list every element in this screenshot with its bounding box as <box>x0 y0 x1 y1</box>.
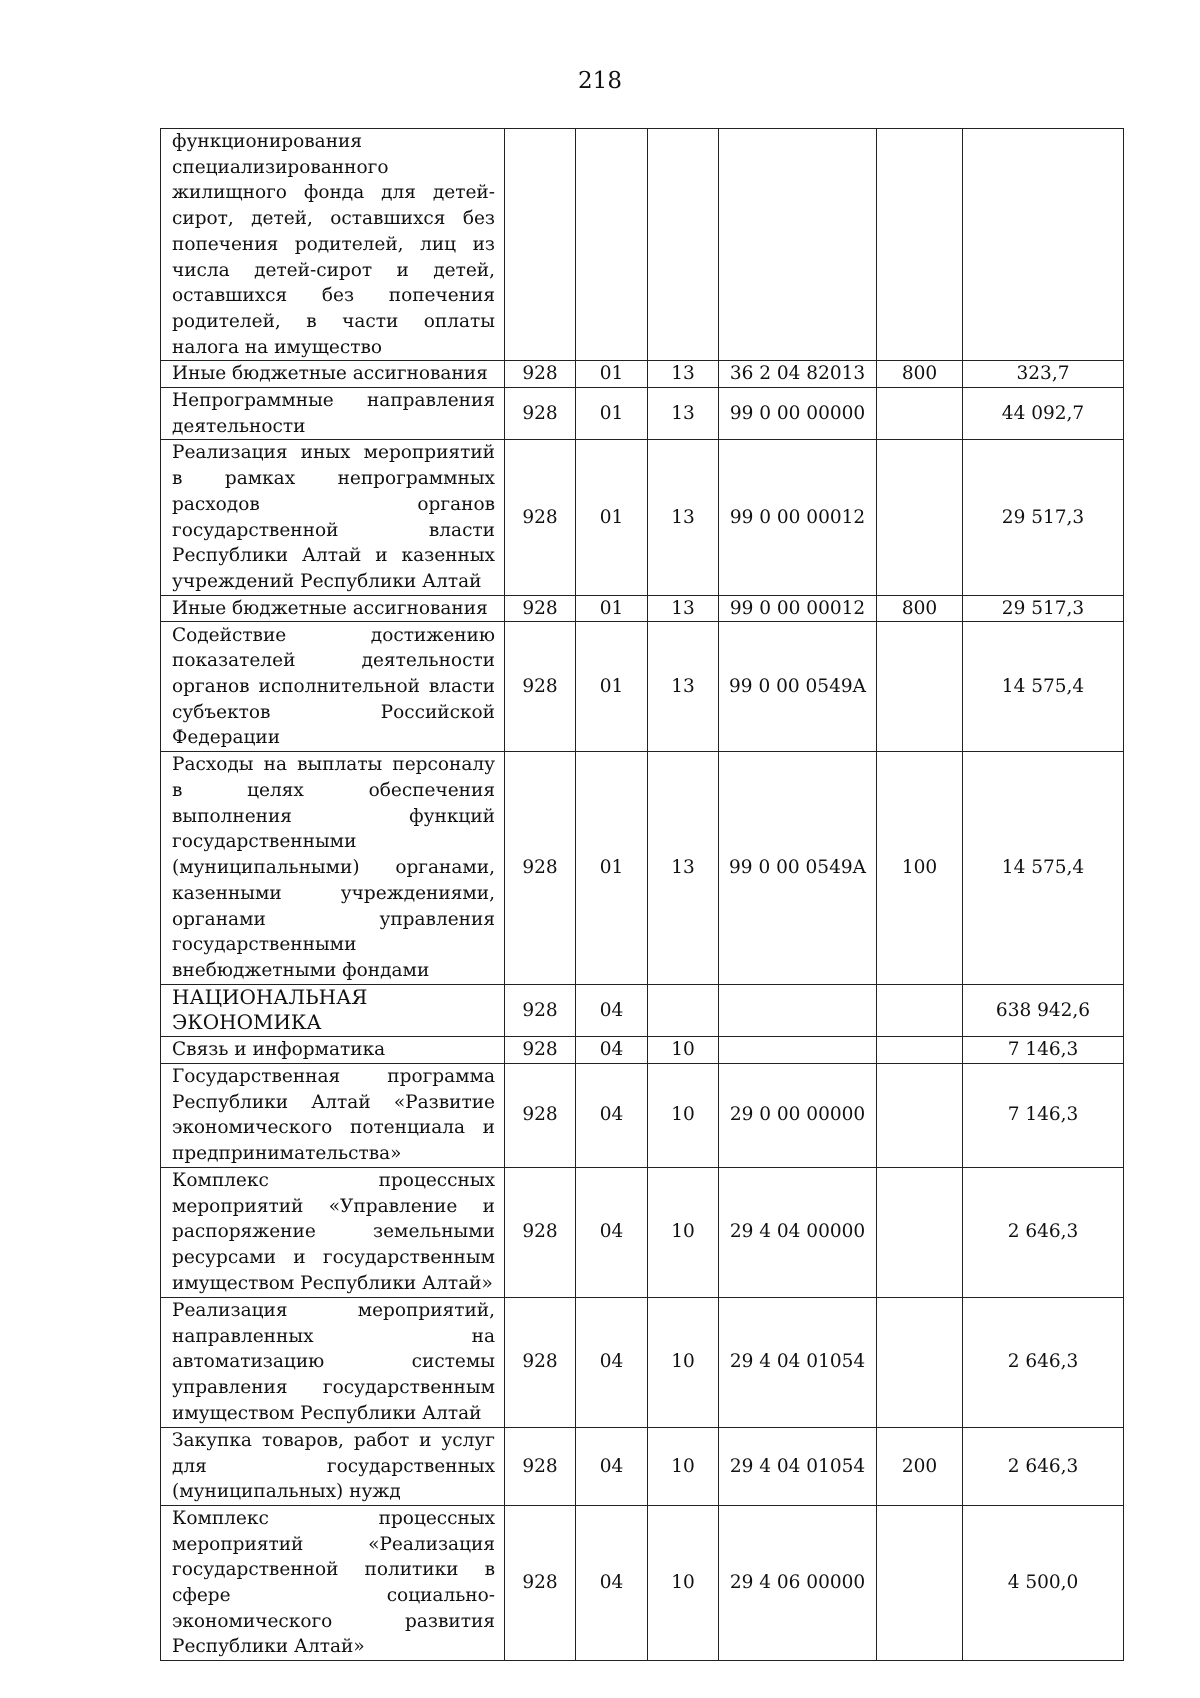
amount: 7 146,3 <box>963 1063 1124 1167</box>
subsection-code: 13 <box>648 752 719 984</box>
ved-code: 928 <box>505 1037 576 1064</box>
subsection-code: 13 <box>648 622 719 752</box>
table-row <box>161 984 1124 1036</box>
row-name: Иные бюджетные ассигнования <box>161 361 505 388</box>
row-name: Расходы на выплаты персоналу в целях обеспечения выполнения функций государственными (муниципальными) органами, казенными учреждениями, органами управления государственными внебюджетными фондами <box>161 752 505 984</box>
target-article-code: 99 0 00 00012 <box>719 440 877 595</box>
table-row <box>161 1505 1124 1660</box>
row-name: Реализация мероприятий, направленных на автоматизацию системы управления государственным имуществом Республики Алтай <box>161 1297 505 1427</box>
target-article-code: 29 4 06 00000 <box>719 1505 877 1660</box>
row-name: Иные бюджетные ассигнования <box>161 595 505 622</box>
target-article-code: 29 4 04 00000 <box>719 1167 877 1297</box>
subsection-code: 10 <box>648 1427 719 1505</box>
amount: 44 092,7 <box>963 388 1124 440</box>
amount: 14 575,4 <box>963 752 1124 984</box>
expense-type-code: 800 <box>877 595 963 622</box>
ved-code: 928 <box>505 1427 576 1505</box>
target-article-code <box>719 1037 877 1064</box>
row-name: Закупка товаров, работ и услуг для государственных (муниципальных) нужд <box>161 1427 505 1505</box>
section-code: 01 <box>576 595 648 622</box>
row-name: Комплекс процессных мероприятий «Управление и распоряжение земельными ресурсами и государственным имуществом Республики Алтай» <box>161 1167 505 1297</box>
expense-type-code <box>877 440 963 595</box>
target-article-code <box>719 129 877 361</box>
amount: 2 646,3 <box>963 1427 1124 1505</box>
ved-code: 928 <box>505 361 576 388</box>
row-name: функционирования специализированного жилищного фонда для детей-сирот, детей, оставшихся без попечения родителей, лиц из числа детей-сирот и детей, оставшихся без попечения родителей, в части оплаты налога на имущество <box>161 129 505 361</box>
expense-type-code <box>877 1297 963 1427</box>
section-code <box>576 129 648 361</box>
ved-code: 928 <box>505 984 576 1036</box>
expense-type-code <box>877 1505 963 1660</box>
table-row <box>161 1063 1124 1167</box>
table-row <box>161 752 1124 984</box>
row-name: Связь и информатика <box>161 1037 505 1064</box>
ved-code: 928 <box>505 388 576 440</box>
ved-code: 928 <box>505 1167 576 1297</box>
target-article-code: 99 0 00 0549A <box>719 752 877 984</box>
table-row <box>161 388 1124 440</box>
row-name: Комплекс процессных мероприятий «Реализация государственной политики в сфере социально-экономического развития Республики Алтай» <box>161 1505 505 1660</box>
row-name: Государственная программа Республики Алтай «Развитие экономического потенциала и предпринимательства» <box>161 1063 505 1167</box>
expense-type-code <box>877 1063 963 1167</box>
ved-code: 928 <box>505 752 576 984</box>
target-article-code: 29 4 04 01054 <box>719 1427 877 1505</box>
subsection-code: 10 <box>648 1167 719 1297</box>
table-row <box>161 440 1124 595</box>
row-name: НАЦИОНАЛЬНАЯ ЭКОНОМИКА <box>161 984 505 1036</box>
expense-type-code: 100 <box>877 752 963 984</box>
page-number: 218 <box>578 68 622 94</box>
ved-code: 928 <box>505 1063 576 1167</box>
subsection-code: 10 <box>648 1063 719 1167</box>
expense-type-code: 800 <box>877 361 963 388</box>
section-code: 01 <box>576 752 648 984</box>
ved-code: 928 <box>505 1297 576 1427</box>
section-code: 04 <box>576 1063 648 1167</box>
subsection-code <box>648 129 719 361</box>
target-article-code: 99 0 00 00000 <box>719 388 877 440</box>
subsection-code <box>648 984 719 1036</box>
expense-type-code <box>877 388 963 440</box>
amount: 7 146,3 <box>963 1037 1124 1064</box>
ved-code: 928 <box>505 595 576 622</box>
amount: 4 500,0 <box>963 1505 1124 1660</box>
section-code: 04 <box>576 984 648 1036</box>
expense-type-code <box>877 622 963 752</box>
table-row <box>161 622 1124 752</box>
row-name: Содействие достижению показателей деятельности органов исполнительной власти субъектов Российской Федерации <box>161 622 505 752</box>
subsection-code: 13 <box>648 595 719 622</box>
table-row <box>161 1167 1124 1297</box>
amount: 29 517,3 <box>963 440 1124 595</box>
expense-type-code <box>877 1167 963 1297</box>
subsection-code: 10 <box>648 1037 719 1064</box>
expense-type-code: 200 <box>877 1427 963 1505</box>
target-article-code: 36 2 04 82013 <box>719 361 877 388</box>
section-code: 04 <box>576 1297 648 1427</box>
subsection-code: 10 <box>648 1297 719 1427</box>
section-code: 04 <box>576 1037 648 1064</box>
table-row <box>161 1037 1124 1064</box>
ved-code: 928 <box>505 440 576 595</box>
table-row <box>161 595 1124 622</box>
subsection-code: 13 <box>648 388 719 440</box>
expense-type-code <box>877 1037 963 1064</box>
section-code: 04 <box>576 1427 648 1505</box>
target-article-code <box>719 984 877 1036</box>
table-row <box>161 129 1124 361</box>
expense-type-code <box>877 984 963 1036</box>
amount: 638 942,6 <box>963 984 1124 1036</box>
amount <box>963 129 1124 361</box>
target-article-code: 99 0 00 0549A <box>719 622 877 752</box>
section-code: 04 <box>576 1505 648 1660</box>
subsection-code: 13 <box>648 440 719 595</box>
row-name: Реализация иных мероприятий в рамках непрограммных расходов органов государственной власти Республики Алтай и казенных учреждений Республики Алтай <box>161 440 505 595</box>
target-article-code: 29 4 04 01054 <box>719 1297 877 1427</box>
section-code: 01 <box>576 388 648 440</box>
target-article-code: 29 0 00 00000 <box>719 1063 877 1167</box>
section-code: 01 <box>576 622 648 752</box>
ved-code: 928 <box>505 622 576 752</box>
subsection-code: 13 <box>648 361 719 388</box>
budget-table <box>160 128 1124 1661</box>
amount: 2 646,3 <box>963 1297 1124 1427</box>
target-article-code: 99 0 00 00012 <box>719 595 877 622</box>
table-row <box>161 1297 1124 1427</box>
expense-type-code <box>877 129 963 361</box>
subsection-code: 10 <box>648 1505 719 1660</box>
amount: 29 517,3 <box>963 595 1124 622</box>
table-row <box>161 1427 1124 1505</box>
amount: 2 646,3 <box>963 1167 1124 1297</box>
amount: 323,7 <box>963 361 1124 388</box>
amount: 14 575,4 <box>963 622 1124 752</box>
section-code: 04 <box>576 1167 648 1297</box>
row-name: Непрограммные направления деятельности <box>161 388 505 440</box>
ved-code <box>505 129 576 361</box>
section-code: 01 <box>576 440 648 595</box>
table-row <box>161 361 1124 388</box>
ved-code: 928 <box>505 1505 576 1660</box>
section-code: 01 <box>576 361 648 388</box>
